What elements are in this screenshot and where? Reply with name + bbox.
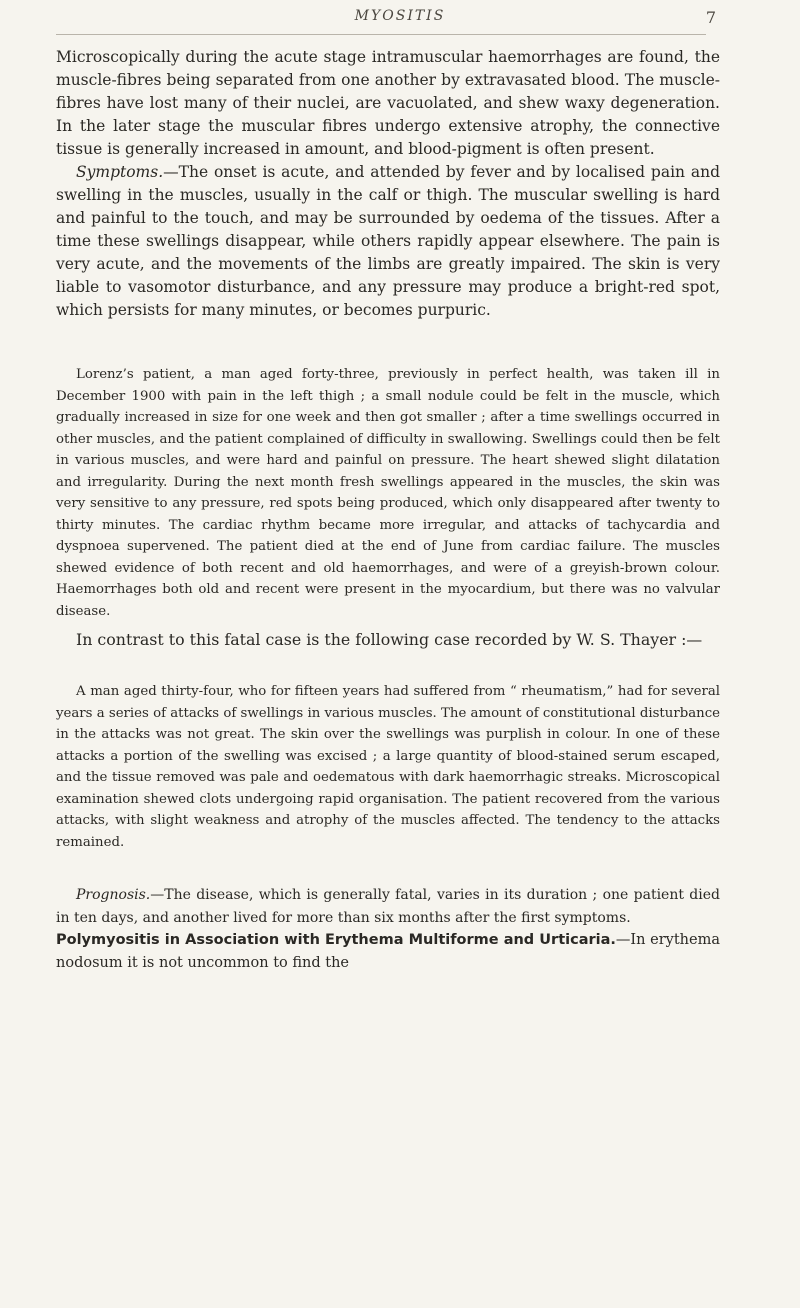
prognosis-text: —The disease, which is generally fatal, varies in its duration ; one patient died in ten days, and another lived for more than six months after the first symptoms. — [56, 887, 720, 926]
main-text — [56, 46, 720, 322]
contrast-intro-block — [56, 628, 720, 652]
lorenz-case-report — [56, 364, 720, 622]
thayer-case-report — [56, 681, 720, 853]
page-number: 7 — [705, 8, 716, 27]
symptoms-label: Symptoms. — [76, 163, 164, 181]
prognosis-label: Prognosis. — [76, 887, 151, 903]
prognosis-section — [56, 884, 720, 974]
running-title: MYOSITIS — [354, 8, 446, 24]
contrast-intro: In contrast to this fatal case is the following case recorded by W. S. Thayer :— — [76, 630, 703, 649]
symptoms-text: —The onset is acute, and attended by fever and by localised pain and swelling in the muscles, usually in the calf or thigh. The muscular swelling is hard and painful to the touch, and may be surrounded by oedema of the tissues. After a time these swellings disappear, while others rapidly appear elsewhere. The pain is very acute, and the movements of the limbs are greatly impaired. The skin is very liable to vasomotor disturbance, and any pressure may produce a bright-red spot, which persists for many minutes, or becomes purpuric. — [56, 163, 720, 319]
lorenz-case-text: Lorenz’s patient, a man aged forty-three, previously in perfect health, was taken ill in December 1900 with pain in the left thigh ; a small nodule could be felt in the muscle, which gradually increased in size for one week and then got smaller ; after a time swellings occurred in other muscles, and the patient complained of difficulty in swallowing. Swellings could then be felt in various muscles, and were hard and painful on pressure. The heart shewed slight dilatation and irregularity. During the next month fresh swellings appeared in the muscles, the skin was very sensitive to any pressure, red spots being produced, which only disappeared after twenty to thirty minutes. The cardiac rhythm became more irregular, and attacks of tachycardia and dyspnoea supervened. The patient died at the end of June from cardiac failure. The muscles shewed evidence of both recent and old haemorrhages, and were of a greyish-brown colour. Haemorrhages both old and recent were present in the myocardium, but there was no valvular disease. — [56, 367, 720, 619]
paragraph-microscopy: Microscopically during the acute stage intramuscular haemorrhages are found, the muscle-fibres being separated from one another by extravasated blood. The muscle-fibres have lost many of their nuclei, are vacuolated, and shew waxy degeneration. In the later stage the muscular fibres undergo extensive atrophy, the connective tissue is generally increased in amount, and blood-pigment is often present. — [56, 48, 720, 158]
header-rule — [56, 34, 706, 35]
polymyositis-heading: Polymyositis in Association with Erythema Multiforme and Urticaria. — [56, 932, 616, 948]
thayer-case-text: A man aged thirty-four, who for fifteen years had suffered from “ rheumatism,” had for several years a series of attacks of swellings in various muscles. The amount of constitutional disturbance in the attacks was not great. The skin over the swellings was purplish in colour. In one of these attacks a portion of the swelling was excised ; a large quantity of blood-stained serum escaped, and the tissue removed was pale and oedematous with dark haemorrhagic streaks. Microscopical examination shewed clots undergoing rapid organisation. The patient recovered from the various attacks, with slight weakness and atrophy of the muscles affected. The tendency to the attacks remained. — [56, 684, 721, 850]
paragraph-polymyositis — [56, 929, 720, 974]
paragraph-symptoms — [56, 161, 720, 322]
polymyositis-text: —In erythema nodosum it is not uncommon to find the — [56, 932, 720, 971]
paragraph-prognosis — [56, 884, 720, 929]
